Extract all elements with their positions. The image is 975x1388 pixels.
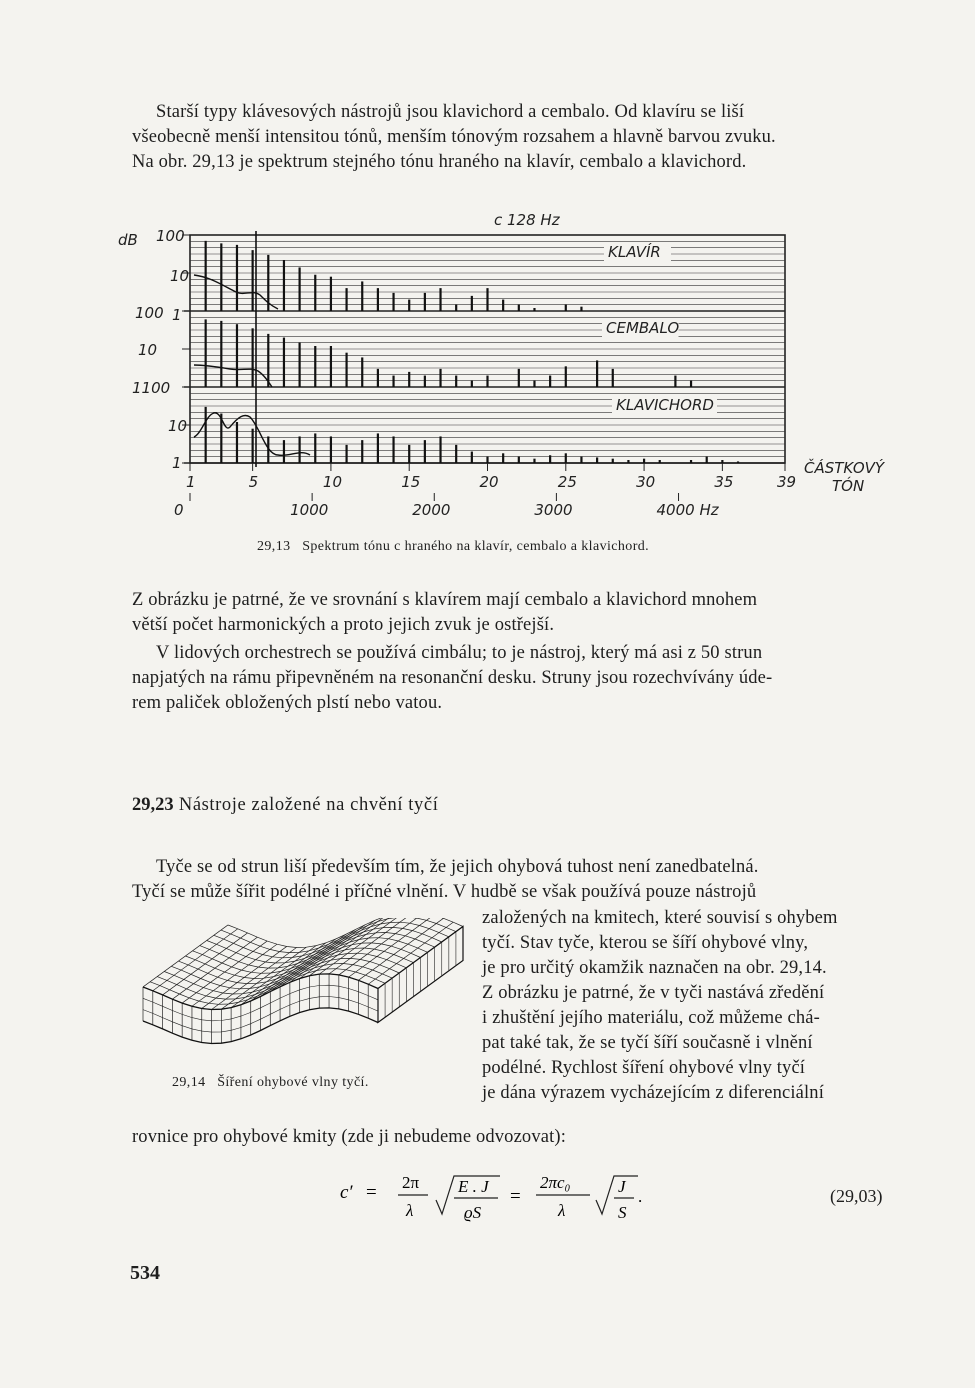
frequency-label: 0 xyxy=(174,501,184,519)
mesh-line xyxy=(270,930,355,992)
y-axis-label: 10 xyxy=(138,341,158,359)
text-line: Na obr. 29,13 je spektrum stejného tónu hraného na klavír, cembalo a klavichord. xyxy=(132,152,747,172)
formula-equals: = xyxy=(510,1186,521,1207)
sqrt-sign xyxy=(596,1176,638,1214)
formula-sqrt2-den: S xyxy=(618,1203,627,1222)
caption-text: Spektrum tónu c hraného na klavír, cembalo a klavichord. xyxy=(302,539,650,554)
section-heading xyxy=(132,795,438,816)
formula-frac2-den: λ xyxy=(558,1201,566,1220)
figure-caption-29-14 xyxy=(172,1075,369,1091)
harmonic-label: 30 xyxy=(636,473,656,491)
y-axis-label: 100 xyxy=(135,304,164,322)
y-axis-label: 1100 xyxy=(132,379,171,397)
formula-frac2-num: 2πc₀ xyxy=(540,1173,571,1192)
frequency-label: 3000 xyxy=(534,501,573,519)
y-axis-label: 1 xyxy=(172,306,182,324)
harmonic-label: 10 xyxy=(322,473,343,491)
harmonic-label: 5 xyxy=(248,473,259,491)
chart-text xyxy=(118,211,886,519)
formula-end: . xyxy=(638,1187,643,1206)
y-axis-label: 10 xyxy=(170,267,190,285)
text-line: V lidových orchestrech se používá cimbálu; to je nástroj, který má asi z 50 strun xyxy=(156,643,763,663)
formula-frac1-den: λ xyxy=(406,1201,414,1220)
text-line: Tyče se od strun liší především tím, že jejich ohybová tuhost není zanedbatelná. xyxy=(156,857,759,877)
formula-equals: = xyxy=(366,1182,377,1203)
page-number: 534 xyxy=(130,1262,160,1284)
text-line: pat také tak, že se tyčí šíří současně i vlnění xyxy=(482,1033,813,1053)
formula-sqrt2-num: J xyxy=(618,1177,626,1196)
formula-sqrt1-num: E . J xyxy=(458,1177,489,1196)
spectrum-figure xyxy=(110,205,920,535)
equation-number: (29,03) xyxy=(830,1186,883,1206)
frequency-label: 2000 xyxy=(412,501,451,519)
mesh-line xyxy=(261,935,346,997)
section-number: 29,23 xyxy=(132,795,174,815)
mesh-line xyxy=(339,918,424,975)
series-label: CEMBALO xyxy=(606,319,680,337)
harmonic-label: 39 xyxy=(777,473,797,491)
bending-wave-figure xyxy=(125,918,475,1058)
text-line: rovnice pro ohybové kmity (zde ji nebudeme odvozovat): xyxy=(132,1127,566,1147)
caption-number: 29,13 xyxy=(257,539,291,554)
mesh-line xyxy=(182,941,267,1003)
text-line: Starší typy klávesových nástrojů jsou klavichord a cembalo. Od klavíru se liší xyxy=(156,102,745,122)
paragraph-2 xyxy=(132,588,892,638)
paragraph-4-full xyxy=(132,855,892,905)
x-axis-title: TÓN xyxy=(832,477,865,495)
harmonic-label: 25 xyxy=(557,473,577,491)
y-axis-label: 1 xyxy=(172,454,182,472)
intro-paragraph xyxy=(132,100,892,175)
mesh-line xyxy=(280,925,365,987)
harmonic-label: 20 xyxy=(479,473,499,491)
formula-sqrt1-den: ϱS xyxy=(464,1203,482,1222)
mesh-line xyxy=(290,920,375,982)
harmonic-label: 1 xyxy=(186,473,196,491)
caption-number: 29,14 xyxy=(172,1075,206,1090)
chart-frame xyxy=(182,231,785,501)
figure-caption-29-13 xyxy=(257,539,649,555)
text-line: tyčí. Stav tyče, kterou se šíří ohybové vlny, xyxy=(482,933,809,953)
text-line: založených na kmitech, které souvisí s ohybem xyxy=(482,908,838,928)
frequency-label: 1000 xyxy=(290,501,329,519)
chart-bars xyxy=(206,241,738,463)
harmonic-label: 35 xyxy=(714,473,734,491)
section-title: Nástroje založené na chvění tyčí xyxy=(178,795,439,815)
mesh-line xyxy=(143,925,228,987)
y-axis-label: 100 xyxy=(156,227,185,245)
text-line: všeobecně menší intensitou tónů, menším tónovým rozsahem a hlavně barvou zvuku. xyxy=(132,127,776,147)
mesh-line xyxy=(228,918,463,948)
harmonic-label: 15 xyxy=(401,473,421,491)
y-axis-label: 10 xyxy=(168,417,188,435)
y-unit-label: dB xyxy=(118,231,138,249)
text-line: i zhuštění jejího materiálu, což můžeme chá- xyxy=(482,1008,820,1028)
mesh-line xyxy=(231,946,316,1008)
chart-title: c 128 Hz xyxy=(494,211,560,229)
series-label: KLAVÍR xyxy=(608,243,661,261)
formula-29-03 xyxy=(340,1168,900,1248)
formula-lhs: c′ xyxy=(340,1182,353,1203)
text-line: podélné. Rychlost šíření ohybové vlny tyčí xyxy=(482,1058,806,1078)
text-line: rem paliček obložených plstí nebo vatou. xyxy=(132,693,443,713)
mesh-line xyxy=(150,969,385,1005)
mesh-line xyxy=(251,939,336,1001)
caption-text: Šíření ohybové vlny tyčí. xyxy=(217,1075,369,1090)
mesh-line xyxy=(157,964,392,1000)
text-line: je pro určitý okamžik naznačen na obr. 29,14. xyxy=(482,958,827,978)
mesh-line xyxy=(221,947,306,1009)
formula-frac1-num: 2π xyxy=(402,1173,420,1192)
text-line: větší počet harmonických a proto jejich zvuk je ostřejší. xyxy=(132,615,555,635)
paragraph-4-last xyxy=(132,1125,892,1150)
frequency-label: 4000 Hz xyxy=(656,501,719,519)
text-line: Z obrázku je patrné, že v tyči nastává zředění xyxy=(482,983,825,1003)
text-line: Z obrázku je patrné, že ve srovnání s klavírem mají cembalo a klavichord mnohem xyxy=(132,590,758,610)
series-label: KLAVICHORD xyxy=(616,396,714,414)
text-line: Tyčí se může šířit podélné i příčné vlnění. V hudbě se však používá pouze nástrojů xyxy=(132,882,757,902)
paragraph-4-wrap xyxy=(482,906,892,1106)
paragraph-3 xyxy=(132,641,892,716)
text-line: napjatých na rámu připevněném na resonanční desku. Struny jsou rozechvívány úde- xyxy=(132,668,773,688)
mesh-line xyxy=(153,929,238,991)
text-line: je dána výrazem vycházejícím z diferenciální xyxy=(482,1083,824,1103)
mesh-line xyxy=(163,933,248,995)
x-axis-title: ČÁSTKOVÝ xyxy=(804,459,885,477)
